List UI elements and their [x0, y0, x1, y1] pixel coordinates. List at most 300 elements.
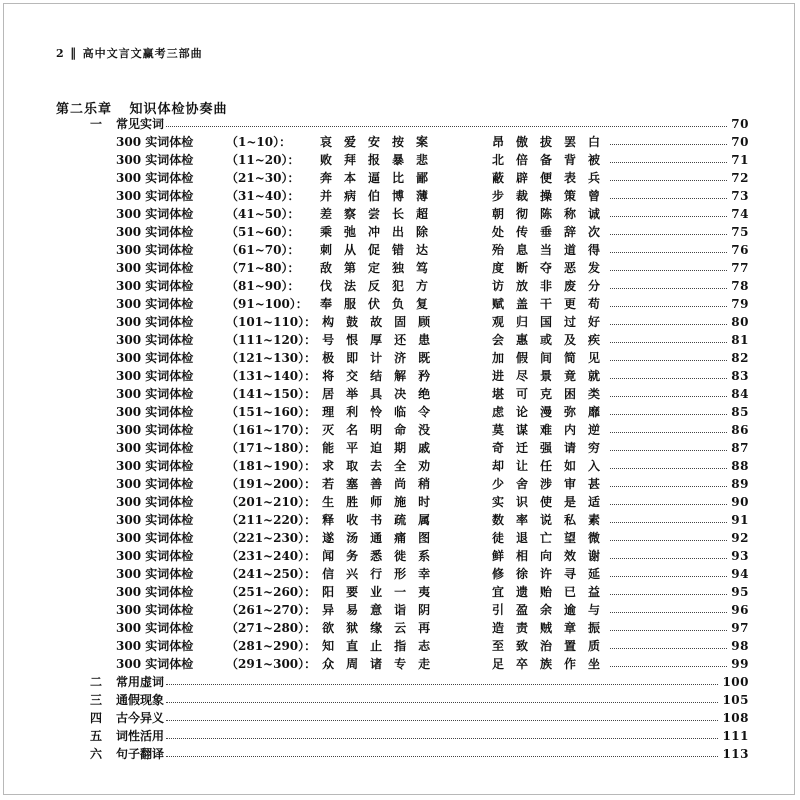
character: 族 [539, 657, 552, 671]
page-number: 91 [731, 513, 749, 527]
character: 说 [539, 513, 552, 527]
entry-group-1 [314, 241, 434, 259]
toc-entry-row [0, 511, 800, 529]
character: 号 [322, 333, 335, 347]
character: 善 [370, 477, 383, 491]
character: 贼 [539, 621, 552, 635]
character: 居 [322, 387, 335, 401]
entry-group-1 [314, 223, 434, 241]
toc-section-row [0, 115, 800, 133]
character: 奇 [491, 441, 504, 455]
character: 患 [418, 333, 431, 347]
character: 归 [515, 315, 528, 329]
character: 阳 [322, 585, 335, 599]
character: 遗 [515, 585, 528, 599]
character: 背 [563, 153, 576, 167]
character: 稍 [418, 477, 431, 491]
toc-section-row [0, 673, 800, 691]
character: 灭 [322, 423, 335, 437]
character: 痛 [394, 531, 407, 545]
entry-group-2 [486, 493, 606, 511]
character: 闻 [322, 549, 335, 563]
character: 拔 [539, 135, 552, 149]
entry-range: （281~290）： [226, 639, 317, 653]
page-number: 70 [731, 117, 749, 131]
entry-group-2 [486, 385, 606, 403]
section-number: 二 [90, 675, 103, 689]
character: 迫 [370, 441, 383, 455]
character: 直 [346, 639, 359, 653]
character: 舍 [515, 477, 528, 491]
character: 犯 [391, 279, 404, 293]
toc-entry-row [0, 547, 800, 565]
page-number: 74 [731, 207, 749, 221]
character: 行 [370, 567, 383, 581]
character: 昂 [491, 135, 504, 149]
character: 道 [563, 243, 576, 257]
character: 负 [391, 297, 404, 311]
toc-entry-row [0, 475, 800, 493]
character: 发 [587, 261, 600, 275]
entry-group-2 [486, 133, 606, 151]
dot-leader [610, 468, 727, 469]
character: 暴 [391, 153, 404, 167]
entry-group-1 [314, 295, 434, 313]
character: 盖 [515, 297, 528, 311]
character: 倍 [515, 153, 528, 167]
entry-range: （71~80）： [226, 261, 300, 275]
character: 诚 [587, 207, 600, 221]
character: 过 [563, 315, 576, 329]
character: 强 [539, 441, 552, 455]
character: 息 [515, 243, 528, 257]
character: 就 [587, 369, 600, 383]
character: 即 [346, 351, 359, 365]
entry-group-2 [486, 637, 606, 655]
character: 可 [515, 387, 528, 401]
dot-leader [610, 144, 727, 145]
character: 论 [515, 405, 528, 419]
character: 寻 [563, 567, 576, 581]
dot-leader [610, 558, 727, 559]
character: 相 [515, 549, 528, 563]
dot-leader [610, 396, 727, 397]
character: 便 [539, 171, 552, 185]
character: 分 [587, 279, 600, 293]
entry-lead: 300 实词体检 [116, 297, 194, 311]
character: 徒 [491, 531, 504, 545]
entry-lead: 300 实词体检 [116, 549, 194, 563]
character: 去 [370, 459, 383, 473]
chapter-title: 知识体检协奏曲 [129, 102, 228, 117]
character: 坐 [587, 657, 600, 671]
dot-leader [610, 288, 727, 289]
character: 许 [539, 567, 552, 581]
character: 竟 [563, 369, 576, 383]
character: 恶 [563, 261, 576, 275]
page-number: 82 [731, 351, 749, 365]
character: 止 [370, 639, 383, 653]
character: 周 [346, 657, 359, 671]
character: 刺 [319, 243, 332, 257]
character: 鼓 [346, 315, 359, 329]
character: 余 [539, 603, 552, 617]
entry-lead: 300 实词体检 [116, 441, 194, 455]
character: 莫 [491, 423, 504, 437]
character: 走 [418, 657, 431, 671]
character: 赋 [491, 297, 504, 311]
character: 求 [322, 459, 335, 473]
character: 尽 [515, 369, 528, 383]
character: 系 [418, 549, 431, 563]
entry-range: （111~120）： [226, 333, 317, 347]
character: 济 [394, 351, 407, 365]
page-number: 85 [731, 405, 749, 419]
character: 任 [539, 459, 552, 473]
entry-range: （131~140）： [226, 369, 317, 383]
character: 备 [539, 153, 552, 167]
page-number: 76 [731, 243, 749, 257]
toc-section-row [0, 727, 800, 745]
character: 穷 [587, 441, 600, 455]
character: 鄙 [415, 171, 428, 185]
page-number: 83 [731, 369, 749, 383]
entry-group-2 [486, 529, 606, 547]
toc-entry-row [0, 223, 800, 241]
entry-lead: 300 实词体检 [116, 153, 194, 167]
character: 让 [515, 459, 528, 473]
toc-entry-row [0, 241, 800, 259]
character: 却 [491, 459, 504, 473]
character: 责 [515, 621, 528, 635]
character: 乘 [319, 225, 332, 239]
character: 阴 [418, 603, 431, 617]
page-number: 81 [731, 333, 749, 347]
entry-group-2 [486, 547, 606, 565]
character: 望 [563, 531, 576, 545]
toc-section-row [0, 745, 800, 763]
toc-section-row [0, 691, 800, 709]
character: 异 [322, 603, 335, 617]
page-number: 71 [731, 153, 749, 167]
character: 能 [322, 441, 335, 455]
character: 悉 [370, 549, 383, 563]
dot-leader [166, 756, 718, 757]
character: 足 [491, 657, 504, 671]
page-number: 80 [731, 315, 749, 329]
character: 会 [491, 333, 504, 347]
page-number: 93 [731, 549, 749, 563]
character: 请 [563, 441, 576, 455]
page-number: 79 [731, 297, 749, 311]
entry-group-2 [486, 169, 606, 187]
character: 将 [322, 369, 335, 383]
character: 本 [343, 171, 356, 185]
character: 固 [394, 315, 407, 329]
entry-lead: 300 实词体检 [116, 207, 194, 221]
character: 逆 [587, 423, 600, 437]
character: 法 [343, 279, 356, 293]
character: 令 [418, 405, 431, 419]
character: 败 [319, 153, 332, 167]
character: 顾 [418, 315, 431, 329]
character: 甚 [587, 477, 600, 491]
character: 罢 [563, 135, 576, 149]
page-number: 99 [731, 657, 749, 671]
entry-lead: 300 实词体检 [116, 243, 194, 257]
entry-range: （171~180）： [226, 441, 317, 455]
character: 爱 [343, 135, 356, 149]
character: 弛 [343, 225, 356, 239]
toc-entry-row [0, 565, 800, 583]
toc-section-row [0, 709, 800, 727]
entry-range: （181~190）： [226, 459, 317, 473]
entry-lead: 300 实词体检 [116, 459, 194, 473]
entry-group-1 [314, 259, 434, 277]
character: 内 [563, 423, 576, 437]
character: 章 [563, 621, 576, 635]
entry-range: （221~230）： [226, 531, 317, 545]
entry-group-1 [316, 493, 436, 511]
character: 置 [563, 639, 576, 653]
character: 是 [563, 495, 576, 509]
character: 构 [322, 315, 335, 329]
character: 谋 [515, 423, 528, 437]
character: 一 [394, 585, 407, 599]
character: 知 [322, 639, 335, 653]
character: 徐 [515, 567, 528, 581]
entry-group-2 [486, 565, 606, 583]
character: 定 [367, 261, 380, 275]
entry-lead: 300 实词体检 [116, 621, 194, 635]
entry-group-1 [316, 403, 436, 421]
character: 益 [587, 585, 600, 599]
character: 称 [563, 207, 576, 221]
character: 观 [491, 315, 504, 329]
character: 率 [515, 513, 528, 527]
entry-group-1 [314, 187, 434, 205]
character: 与 [587, 603, 600, 617]
entry-range: （121~130）： [226, 351, 317, 365]
entry-range: （191~200）： [226, 477, 317, 491]
running-head-page-number: 2 [56, 46, 65, 60]
character: 拜 [343, 153, 356, 167]
character: 处 [491, 225, 504, 239]
character: 振 [587, 621, 600, 635]
character: 长 [391, 207, 404, 221]
character: 效 [563, 549, 576, 563]
character: 少 [491, 477, 504, 491]
character: 第 [343, 261, 356, 275]
entry-group-1 [314, 133, 434, 151]
entry-group-2 [486, 511, 606, 529]
character: 伐 [319, 279, 332, 293]
toc-entry-row [0, 385, 800, 403]
character: 干 [539, 297, 552, 311]
entry-group-2 [486, 439, 606, 457]
entry-group-1 [316, 421, 436, 439]
character: 专 [394, 657, 407, 671]
character: 志 [418, 639, 431, 653]
character: 操 [539, 189, 552, 203]
entry-group-1 [316, 367, 436, 385]
page-number: 108 [722, 711, 749, 725]
entry-group-2 [486, 403, 606, 421]
character: 具 [370, 387, 383, 401]
entry-range: （291~300）： [226, 657, 317, 671]
entry-group-2 [486, 331, 606, 349]
dot-leader [610, 666, 727, 667]
character: 诸 [370, 657, 383, 671]
dot-leader [166, 738, 718, 739]
character: 及 [563, 333, 576, 347]
entry-group-2 [486, 151, 606, 169]
entry-group-1 [316, 475, 436, 493]
character: 明 [370, 423, 383, 437]
character: 书 [370, 513, 383, 527]
character: 举 [346, 387, 359, 401]
character: 怜 [370, 405, 383, 419]
entry-group-2 [486, 583, 606, 601]
character: 实 [491, 495, 504, 509]
character: 并 [319, 189, 332, 203]
entry-group-1 [316, 547, 436, 565]
character: 平 [346, 441, 359, 455]
character: 属 [418, 513, 431, 527]
entry-group-1 [316, 331, 436, 349]
section-label: 词性活用 [116, 729, 165, 743]
entry-group-2 [486, 277, 606, 295]
character: 时 [418, 495, 431, 509]
entry-group-1 [316, 457, 436, 475]
character: 务 [346, 549, 359, 563]
page-number: 105 [722, 693, 749, 707]
page-number: 72 [731, 171, 749, 185]
section-label: 常见实词 [116, 117, 165, 131]
character: 既 [418, 351, 431, 365]
character: 图 [418, 531, 431, 545]
character: 理 [322, 405, 335, 419]
character: 哀 [319, 135, 332, 149]
character: 戚 [418, 441, 431, 455]
character: 冲 [367, 225, 380, 239]
character: 使 [539, 495, 552, 509]
character: 引 [491, 603, 504, 617]
entry-range: （31~40）： [226, 189, 300, 203]
character: 素 [587, 513, 600, 527]
dot-leader [610, 252, 727, 253]
entry-group-1 [314, 151, 434, 169]
entry-group-1 [316, 511, 436, 529]
character: 疏 [394, 513, 407, 527]
entry-group-2 [486, 205, 606, 223]
character: 更 [563, 297, 576, 311]
entry-group-1 [316, 601, 436, 619]
character: 涉 [539, 477, 552, 491]
character: 入 [587, 459, 600, 473]
section-number: 一 [90, 117, 103, 131]
character: 尚 [394, 477, 407, 491]
character: 废 [563, 279, 576, 293]
entry-lead: 300 实词体检 [116, 369, 194, 383]
character: 极 [322, 351, 335, 365]
character: 虑 [491, 405, 504, 419]
character: 差 [319, 207, 332, 221]
character: 没 [418, 423, 431, 437]
character: 识 [515, 495, 528, 509]
toc-entry-row [0, 277, 800, 295]
page-number: 97 [731, 621, 749, 635]
page-number: 70 [731, 135, 749, 149]
character: 全 [394, 459, 407, 473]
character: 名 [346, 423, 359, 437]
character: 再 [418, 621, 431, 635]
character: 生 [322, 495, 335, 509]
entry-range: （61~70）： [226, 243, 300, 257]
character: 已 [563, 585, 576, 599]
toc-entry-row [0, 187, 800, 205]
page-number: 84 [731, 387, 749, 401]
character: 笃 [415, 261, 428, 275]
character: 难 [539, 423, 552, 437]
toc-entry-row [0, 259, 800, 277]
character: 好 [587, 315, 600, 329]
toc-entry-row [0, 637, 800, 655]
character: 迁 [515, 441, 528, 455]
dot-leader [610, 198, 727, 199]
entry-group-2 [486, 655, 606, 673]
character: 假 [515, 351, 528, 365]
entry-lead: 300 实词体检 [116, 405, 194, 419]
toc-entry-row [0, 421, 800, 439]
character: 敌 [319, 261, 332, 275]
dot-leader [610, 630, 727, 631]
character: 彻 [515, 207, 528, 221]
character: 疾 [587, 333, 600, 347]
entry-group-1 [316, 583, 436, 601]
dot-leader [610, 162, 727, 163]
entry-range: （141~150）： [226, 387, 317, 401]
character: 众 [322, 657, 335, 671]
entry-lead: 300 实词体检 [116, 315, 194, 329]
section-number: 六 [90, 747, 103, 761]
toc-entry-row [0, 439, 800, 457]
entry-group-1 [314, 277, 434, 295]
character: 薄 [415, 189, 428, 203]
character: 从 [343, 243, 356, 257]
entry-range: （101~110）： [226, 315, 317, 329]
character: 退 [515, 531, 528, 545]
entry-lead: 300 实词体检 [116, 333, 194, 347]
character: 临 [394, 405, 407, 419]
character: 弥 [563, 405, 576, 419]
character: 悲 [415, 153, 428, 167]
character: 还 [394, 333, 407, 347]
character: 方 [415, 279, 428, 293]
character: 见 [587, 351, 600, 365]
dot-leader [610, 504, 727, 505]
character: 间 [539, 351, 552, 365]
character: 兵 [587, 171, 600, 185]
character: 超 [415, 207, 428, 221]
section-label: 常用虚词 [116, 675, 165, 689]
character: 如 [563, 459, 576, 473]
character: 指 [394, 639, 407, 653]
entry-group-1 [316, 565, 436, 583]
page-number: 98 [731, 639, 749, 653]
entry-lead: 300 实词体检 [116, 603, 194, 617]
character: 除 [415, 225, 428, 239]
